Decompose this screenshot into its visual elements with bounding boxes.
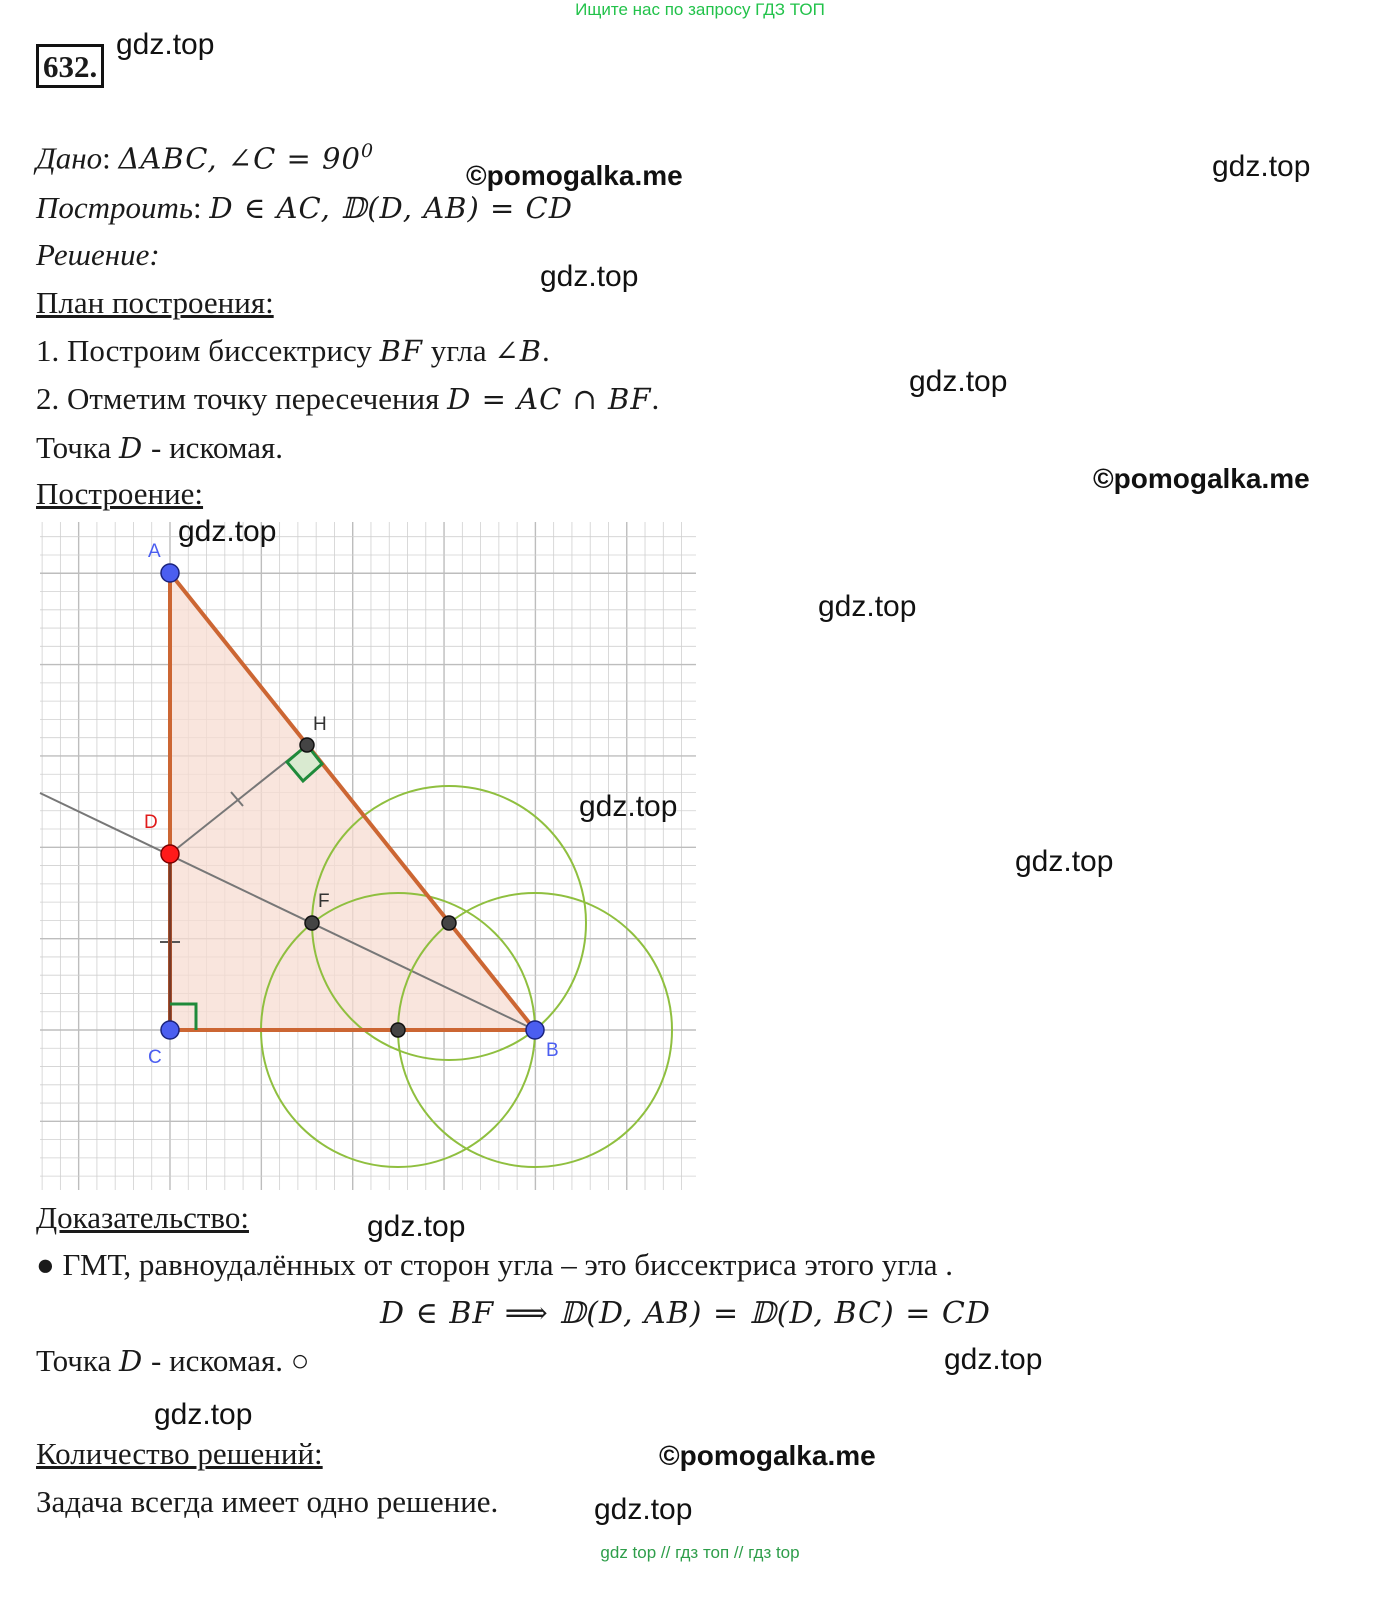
watermark-gdz: gdz.top <box>154 1398 253 1431</box>
given-label: Дано <box>36 140 103 176</box>
plan-step-1: 1. Построим биссектрису BF угла ∠B. <box>36 333 550 368</box>
watermark-gdz: gdz.top <box>909 365 1008 398</box>
given-statement: ΔABC, ∠C = 90 <box>118 141 361 176</box>
proof-formula: D ∈ BF ⟹ 𝔻(D, AB) = 𝔻(D, BC) = CD <box>380 1296 991 1331</box>
watermark-pomogalka: ©pomogalka.me <box>1093 463 1310 494</box>
point-d <box>161 845 179 863</box>
given-degree: 0 <box>360 140 375 162</box>
point-b <box>526 1021 544 1039</box>
plan-result-point: D <box>119 431 144 465</box>
label-c: C <box>148 1047 162 1068</box>
plan-step-1-angle: ∠B <box>494 334 543 368</box>
plan-result-suffix: - искомая. <box>143 430 284 465</box>
watermark-gdz: gdz.top <box>594 1493 693 1526</box>
plan-title: План построения: <box>36 285 274 320</box>
watermark-gdz: gdz.top <box>579 790 678 823</box>
watermark-gdz: gdz.top <box>178 515 277 548</box>
point-arc-ab <box>442 916 456 930</box>
point-c <box>161 1021 179 1039</box>
label-b: B <box>546 1040 559 1061</box>
plan-step-2-math: D = AC ∩ BF <box>447 382 652 416</box>
plan-step-1-tail: угла <box>423 333 495 368</box>
task-number: 632. <box>36 44 104 88</box>
watermark-pomogalka: ©pomogalka.me <box>466 160 683 191</box>
count-title: Количество решений: <box>36 1436 323 1471</box>
given-line: Дано: ΔABC, ∠C = $90^0$ <box>36 140 375 176</box>
solution-label: Решение <box>36 237 150 272</box>
point-h <box>300 738 314 752</box>
watermark-gdz: gdz.top <box>540 260 639 293</box>
watermark-gdz: gdz.top <box>818 590 917 623</box>
proof-result-suffix: - искомая. ○ <box>143 1343 310 1378</box>
count-text: Задача всегда имеет одно решение. <box>36 1484 499 1519</box>
plan-step-2-text: 2. Отметим точку пересечения <box>36 381 448 416</box>
proof-title: Доказательство: <box>36 1200 249 1235</box>
point-arc-cb <box>391 1023 405 1037</box>
watermark-pomogalka: ©pomogalka.me <box>659 1440 876 1471</box>
watermark-gdz: gdz.top <box>1015 845 1114 878</box>
proof-result <box>36 1343 309 1379</box>
proof-result-prefix: Точка <box>36 1343 119 1378</box>
construct-statement: D ∈ AC, 𝔻(D, AB) = CD <box>209 191 573 225</box>
construct-label: Построить <box>36 190 194 225</box>
point-a <box>161 564 179 582</box>
top-banner: Ищите нас по запросу ГДЗ ТОП <box>575 0 825 19</box>
label-f: F <box>318 891 330 912</box>
proof-result-point: D <box>119 1344 144 1378</box>
plan-result-prefix: Точка <box>36 430 119 465</box>
label-a: A <box>148 541 161 562</box>
label-d: D <box>144 812 158 833</box>
plan-step-1-text: 1. Построим биссектрису <box>36 333 380 368</box>
label-h: H <box>313 714 327 735</box>
construct-line: Построить: D ∈ AC, 𝔻(D, AB) = CD <box>36 190 573 225</box>
watermark-gdz: gdz.top <box>1212 150 1311 183</box>
solution-line: Решение: <box>36 237 160 272</box>
footer-banner: gdz top // гдз топ // гдз top <box>600 1543 800 1562</box>
construction-title: Построение: <box>36 476 204 511</box>
watermark-gdz: gdz.top <box>944 1343 1043 1376</box>
watermark-gdz: gdz.top <box>367 1210 466 1243</box>
plan-step-2: 2. Отметим точку пересечения D = AC ∩ BF. <box>36 381 660 416</box>
proof-bullet: ● ГМТ, равноудалённых от сторон угла – это биссектриса этого угла . <box>36 1247 954 1282</box>
watermark-gdz: gdz.top <box>116 28 215 61</box>
plan-step-1-math: BF <box>379 334 424 368</box>
point-f <box>305 916 319 930</box>
